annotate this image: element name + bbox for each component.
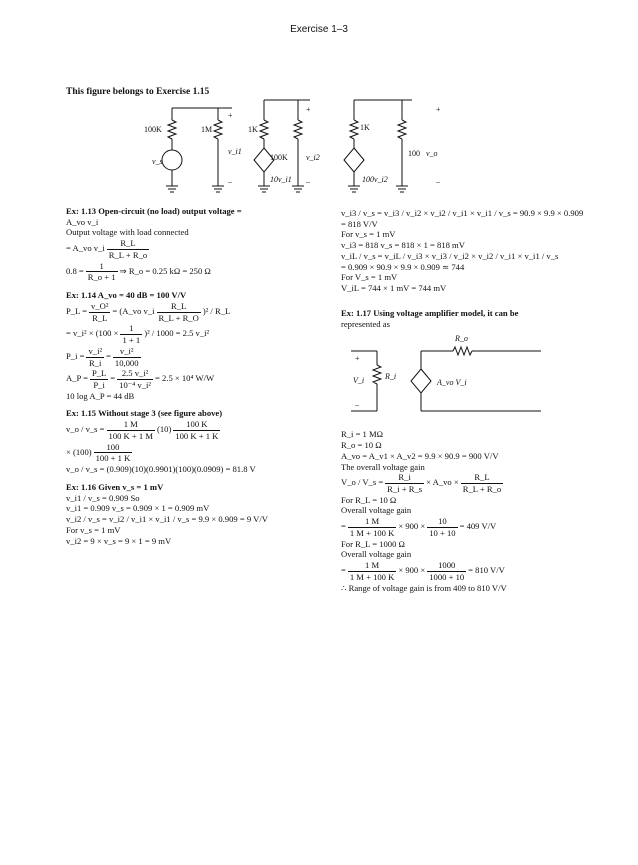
figure-caption: This figure belongs to Exercise 1.15 [66, 87, 210, 97]
denominator: 1 + 1 [122, 335, 141, 346]
fraction [157, 301, 201, 323]
source-label-1: 10v_i1 [270, 175, 292, 184]
equation-part: P_L = [66, 306, 88, 317]
fraction [348, 516, 396, 538]
minus-sign: – [306, 177, 310, 186]
text-line: represented as [341, 318, 390, 329]
numerator: 2.5 v_i² [117, 368, 153, 380]
text-line: 10 log A_P = 44 dB [66, 390, 135, 401]
equation-part: v_o / v_s = [66, 424, 105, 435]
resistor-label-100: 100 [408, 149, 420, 158]
equation-part: = [341, 521, 346, 532]
equation-part: = 810 V/V [468, 565, 505, 576]
denominator: 1 M + 100 K [349, 527, 395, 538]
denominator: P_i [93, 380, 105, 391]
denominator: R_i [89, 357, 102, 368]
text-line: v_o / v_s = (0.909)(10)(0.9901)(100)(0.0909) = 81.8 V [66, 464, 256, 475]
resistor-label-100k-a: 100K [144, 125, 162, 134]
numerator: 1 M [348, 560, 396, 572]
plus-sign: + [306, 105, 311, 114]
text-line: = 818 V/V [341, 218, 378, 229]
text-line: V_iL = 744 × 1 mV = 744 mV [341, 283, 447, 294]
plus-sign: + [436, 105, 441, 114]
text-line: ∴ Range of voltage gain is from 409 to 810 V/V [341, 582, 507, 593]
fraction [348, 560, 396, 582]
equation-part: × 900 × [398, 521, 426, 532]
denominator: R_L + R_O [158, 312, 199, 323]
equation-part: = [110, 373, 116, 384]
equation-part: = (A_vo v_i [112, 306, 155, 317]
numerator: P_L [91, 368, 107, 379]
numerator: v_i² [88, 345, 103, 356]
equation-part: P_i = [66, 351, 85, 362]
equation-part: × (100) [66, 446, 92, 457]
equation-part: )² / R_L [202, 306, 231, 317]
numerator: 1000 [427, 560, 466, 572]
label-ro: R_o [455, 334, 468, 344]
text-line: A_vo v_i [66, 216, 99, 227]
text-line: = 0.909 × 90.9 × 9.9 × 0.909 ≃ 744 [341, 261, 465, 272]
numerator: 1 [120, 323, 142, 335]
equation-part: = 409 V/V [459, 521, 497, 532]
fraction [427, 516, 457, 538]
denominator: 100 K + 1 K [175, 430, 219, 441]
equation-line [66, 419, 321, 441]
text-line: v_i3 = 818 v_s = 818 × 1 = 818 mV [341, 240, 465, 251]
minus-sign: – [228, 177, 232, 186]
resistor-label-1k-a: 1K [248, 125, 258, 134]
numerator: 1 M [107, 419, 155, 431]
exercise-1-16-heading: Ex: 1.16 Given v_s = 1 mV [66, 481, 164, 492]
equation-line [66, 346, 321, 368]
text-line: For R_L = 1000 Ω [341, 538, 405, 549]
equation-part: A_P = [66, 373, 88, 384]
numerator: R_L [157, 301, 201, 313]
equation-part: × 900 × [398, 565, 426, 576]
right-column [341, 208, 584, 593]
fraction [461, 472, 503, 494]
denominator: 10 + 10 [429, 527, 456, 538]
denominator: R_L [92, 312, 108, 323]
fraction [113, 346, 141, 368]
source-label-2: 100v_i2 [362, 175, 388, 184]
minus-sign: – [355, 400, 359, 410]
fraction [86, 346, 104, 368]
equation-part: = v_i² × (100 × [66, 328, 119, 339]
fraction [94, 442, 133, 464]
fraction [385, 472, 424, 494]
text-line: v_i3 / v_s = v_i3 / v_i2 × v_i2 / v_i1 × v_i1 / v_s = 90.9 × 9.9 × 0.909 [341, 208, 584, 218]
text-line: Overall voltage gain [341, 505, 412, 516]
denominator: R_L + R_o [462, 484, 502, 495]
plus-sign: + [228, 111, 233, 120]
denominator: 10,000 [114, 357, 139, 368]
numerator: v_O² [91, 300, 109, 311]
equation-line [66, 261, 321, 283]
text-line: v_i1 = 0.909 v_s = 0.909 × 1 = 0.909 mV [66, 503, 210, 514]
cascade-amplifier-circuit [140, 98, 460, 200]
fraction [86, 261, 118, 283]
equation-part: )² / 1000 = 2.5 v_i² [144, 328, 210, 339]
exercise-1-14-heading: Ex: 1.14 A_vo = 40 dB = 100 V/V [66, 290, 187, 301]
equation-part: = 2.5 × 10⁴ W/W [155, 373, 215, 384]
text-line: The overall voltage gain [341, 461, 425, 472]
fraction [89, 301, 110, 323]
text-line: v_i1 / v_s = 0.909 So [66, 492, 140, 503]
denominator: 1 M + 100 K [349, 571, 395, 582]
equation-part: 0.8 = [66, 265, 84, 276]
denominator: 1000 + 10 [429, 571, 465, 582]
label-vo: v_o [426, 149, 438, 158]
equation-part: × A_vo × [426, 477, 459, 488]
equation-line [66, 323, 321, 345]
denominator: R_i + R_s [387, 484, 423, 495]
minus-sign: – [436, 177, 440, 186]
text-line: For V_s = 1 mV [341, 272, 398, 283]
text-line: v_iL / v_s = v_iL / v_i3 × v_i3 / v_i2 × v_i2 / v_i1 × v_i1 / v_s [341, 250, 559, 261]
voltage-amplifier-model [341, 333, 561, 425]
denominator: 10⁻⁴ v_i² [119, 380, 151, 391]
equation-line [66, 442, 321, 464]
numerator: v_i² [113, 346, 141, 358]
equation-part: ⇒ R_o = 0.25 kΩ = 250 Ω [119, 265, 211, 276]
numerator: 1 [86, 261, 118, 273]
exercise-1-15-heading: Ex: 1.15 Without stage 3 (see figure above) [66, 408, 223, 419]
fraction [120, 323, 142, 345]
exercise-1-17-heading: Ex: 1.17 Using voltage amplifier model, it can be [341, 307, 519, 318]
equation-part: = [341, 565, 346, 576]
left-column [66, 206, 321, 546]
fraction [107, 419, 155, 441]
exercise-1-13-heading: Ex: 1.13 Open-circuit (no load) output voltage = [66, 206, 242, 216]
fraction [173, 419, 220, 441]
text-line: R_o = 10 Ω [341, 440, 382, 451]
numerator: 100 [94, 442, 133, 454]
resistor-label-1m: 1M [201, 125, 213, 134]
text-line: For v_s = 1 mV [341, 229, 396, 240]
numerator: 10 [427, 516, 457, 528]
text-line: For v_s = 1 mV [66, 524, 121, 535]
text-line: Output voltage with load connected [66, 227, 189, 238]
text-line: v_i2 / v_s = v_i2 / v_i1 × v_i1 / v_s = 9.9 × 0.909 = 9 V/V [66, 514, 268, 525]
numerator: R_i [385, 472, 424, 484]
label-source: A_vo V_i [437, 378, 467, 388]
equation-line [66, 238, 321, 260]
resistor-label-1k-b: 1K [360, 123, 370, 132]
fraction [117, 368, 153, 390]
numerator: R_L [461, 472, 503, 484]
fraction [107, 238, 149, 260]
denominator: R_L + R_o [108, 249, 148, 260]
resistor-label-100k-b: 100K [270, 153, 288, 162]
equation-part: V_o / V_s = [341, 477, 384, 488]
text-line: A_vo = A_v1 × A_v2 = 9.9 × 90.9 = 900 V/V [341, 450, 499, 461]
label-vi2: v_i2 [306, 153, 320, 162]
text-line: For R_L = 10 Ω [341, 494, 397, 505]
numerator: 1 M [348, 516, 396, 528]
text-line: v_i2 = 9 × v_s = 9 × 1 = 9 mV [66, 535, 172, 546]
label-ri: R_i [385, 372, 397, 382]
equation-line [341, 472, 581, 494]
equation-line [66, 301, 321, 323]
equation-line [66, 368, 321, 390]
denominator: 100 K + 1 M [108, 430, 153, 441]
page-header: Exercise 1–3 [290, 24, 348, 35]
plus-sign: + [355, 354, 360, 364]
text-line: R_i = 1 MΩ [341, 429, 384, 440]
label-vi: V_i [353, 376, 365, 386]
fraction [427, 560, 466, 582]
denominator: R_o + 1 [87, 272, 116, 283]
numerator: 100 K [173, 419, 220, 431]
label-vs: v_s [152, 157, 163, 166]
equation-part: = A_vo v_i [66, 243, 105, 254]
equation-part: (10) [157, 424, 172, 435]
label-vi1: v_i1 [228, 147, 242, 156]
equation-part: = [106, 351, 111, 362]
denominator: 100 + 1 K [95, 453, 131, 464]
numerator: R_L [107, 238, 149, 250]
text-line: Overall voltage gain [341, 549, 412, 560]
fraction [90, 368, 108, 390]
equation-line [341, 516, 581, 538]
equation-line [341, 560, 581, 582]
